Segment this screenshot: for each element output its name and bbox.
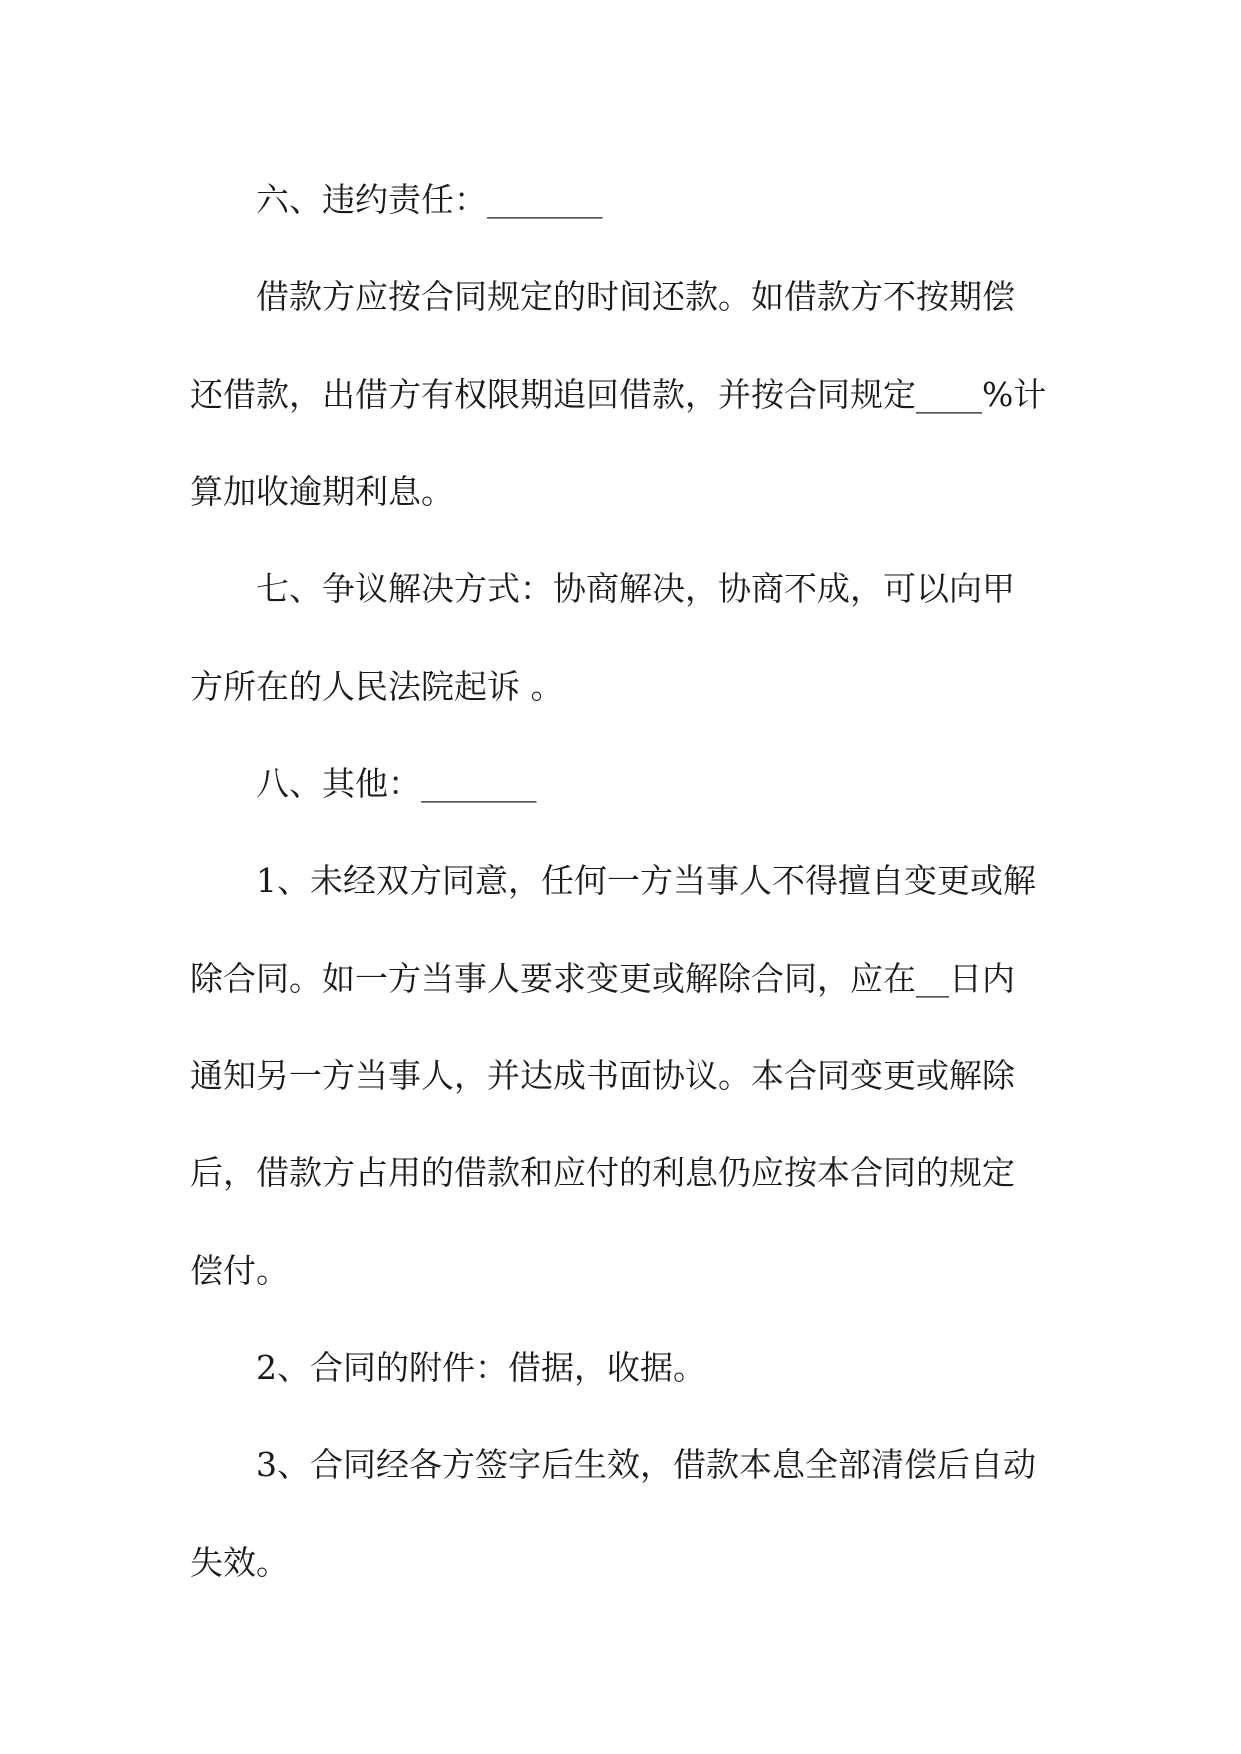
clause-3-line: 3、合同经各方签字后生效，借款本息全部清偿后自动 (256, 1445, 1036, 1484)
paragraph-line: 除合同。如一方当事人要求变更或解除合同，应在__日内 (190, 959, 1015, 998)
clause-1-line: 1、未经双方同意，任何一方当事人不得擅自变更或解 (256, 861, 1036, 900)
paragraph-line: 失效。 (190, 1543, 289, 1582)
paragraph-line: 偿付。 (190, 1251, 289, 1290)
paragraph-line: 还借款，出借方有权限期追回借款，并按合同规定____%计 (190, 375, 1047, 414)
clause-2-line: 2、合同的附件：借据，收据。 (256, 1348, 706, 1387)
section-6-heading: 六、违约责任：_______ (256, 180, 603, 219)
paragraph-line: 后，借款方占用的借款和应付的利息仍应按本合同的规定 (190, 1153, 1015, 1192)
paragraph-line: 借款方应按合同规定的时间还款。如借款方不按期偿 (256, 277, 1015, 316)
section-7-heading: 七、争议解决方式：协商解决，协商不成，可以向甲 (256, 569, 1015, 608)
paragraph-line: 通知另一方当事人，并达成书面协议。本合同变更或解除 (190, 1056, 1015, 1095)
paragraph-line: 方所在的人民法院起诉 。 (190, 667, 564, 706)
section-8-heading: 八、其他：_______ (256, 764, 537, 803)
paragraph-line: 算加收逾期利息。 (190, 472, 454, 511)
